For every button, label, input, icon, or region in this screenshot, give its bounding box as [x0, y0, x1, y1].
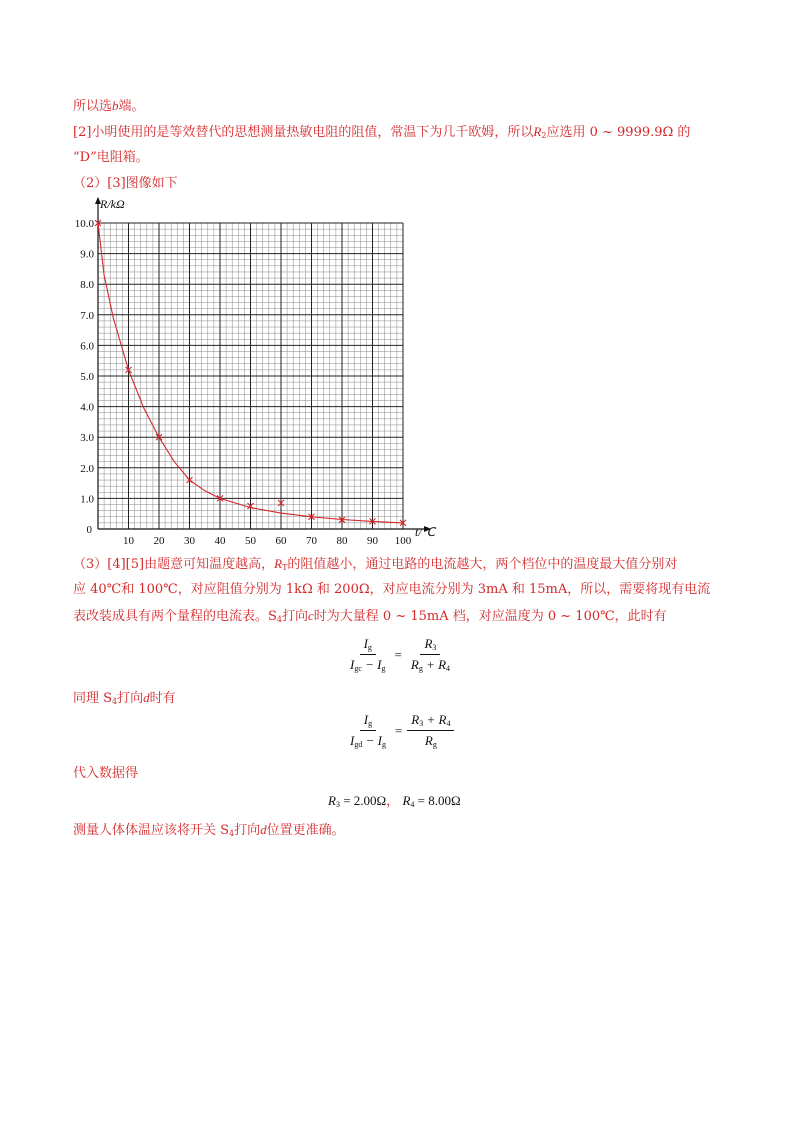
sub: 3 [335, 800, 340, 809]
variable-c: c [308, 608, 314, 623]
var: + R [426, 657, 447, 672]
text-line-same-d [73, 690, 176, 710]
sub: g [432, 740, 437, 749]
x-tick-label: 90 [367, 535, 378, 547]
y-tick-label: 8.0 [80, 279, 94, 292]
y-tick-label: 2.0 [80, 462, 94, 475]
y-axis-label: R/kΩ [100, 197, 125, 211]
x-tick-label: 60 [275, 535, 287, 547]
value-R4: = 8.00Ω [417, 793, 461, 808]
sub: g [367, 643, 372, 652]
value-R3: = 2.00Ω [343, 793, 387, 808]
y-tick-label: 5.0 [80, 371, 94, 383]
text-fragment: 打向 [282, 609, 309, 624]
variable-d: d [143, 690, 150, 705]
sub: 4 [446, 719, 451, 728]
text-fragment: 打向 [117, 691, 144, 706]
origin-label: 0 [86, 524, 92, 536]
subscript: T [282, 563, 288, 572]
x-axis-label: t/℃ [415, 525, 436, 539]
subscript: 4 [112, 697, 118, 706]
text-line-reason [73, 124, 690, 144]
y-tick-label: 1.0 [80, 493, 94, 506]
var: R [424, 636, 433, 651]
text-fragment: 的阻值越小，通过电路的电流越大，两个档位中的温度最大值分别对 [287, 557, 678, 572]
equation-large-range [346, 636, 454, 673]
text-fragment: 位置更准确。 [266, 823, 345, 838]
text-fragment: （2）[3]图像如下 [73, 176, 178, 191]
variable-R: R [533, 124, 542, 139]
sub: g [368, 719, 373, 728]
var: − I [365, 657, 382, 672]
y-tick-label: 7.0 [80, 309, 94, 322]
x-tick-label: 20 [153, 535, 165, 547]
fraction-resistance [407, 636, 454, 673]
fraction-current [346, 712, 390, 749]
x-tick-label: 100 [394, 535, 412, 547]
text-line-section-2 [73, 176, 178, 192]
separator: ， [386, 793, 400, 808]
text-fragment: [2]小明使用的是等效替代的思想测量热敏电阻的阻值，常温下为几千欧姆，所以 [73, 125, 534, 140]
equation-small-range [346, 712, 454, 749]
text-line-conclusion-b [73, 98, 145, 115]
text-fragment: 应选用 0 ~ 9999.9Ω 的 [546, 125, 691, 140]
sub: gd [354, 740, 363, 749]
variable-b: b [112, 98, 119, 113]
var: + R [426, 712, 447, 727]
sub: g [381, 740, 386, 749]
variable-d: d [260, 822, 267, 837]
y-tick-label: 3.0 [80, 432, 94, 445]
subscript: 4 [229, 829, 235, 838]
var: I [350, 733, 355, 748]
var: R [328, 793, 336, 808]
text-fragment: 时为大量程 0 ~ 15mA 档，对应温度为 0 ~ 100℃，此时有 [313, 609, 667, 624]
var: R [424, 733, 433, 748]
y-tick-label: 9.0 [80, 248, 94, 261]
var: R [402, 793, 411, 808]
x-tick-label: 50 [245, 535, 256, 547]
y-tick-label: 4.0 [80, 401, 94, 414]
variable-R: R [274, 556, 283, 571]
tick-labels [75, 218, 412, 547]
var: − I [365, 733, 382, 748]
sub: gc [354, 664, 362, 673]
grid-major [98, 223, 403, 529]
text-fragment: （3）[4][5]由题意可知温度越高， [73, 557, 275, 572]
text-fragment: 表改装成具有两个量程的电流表。S [73, 609, 277, 624]
equals-sign: = [394, 646, 402, 662]
resistance-temperature-chart [60, 192, 460, 552]
text-fragment: 同理 S [73, 691, 113, 706]
text-fragment: 代入数据得 [73, 766, 139, 781]
var: I [363, 636, 368, 651]
text-fragment: 打向 [234, 823, 261, 838]
x-tick-label: 10 [123, 535, 134, 547]
var: I [363, 712, 369, 727]
text-fragment: 应 40℃和 100℃，对应阻值分别为 1kΩ 和 200Ω，对应电流分别为 3mA 和 15mA，所以，需要将现有电流 [73, 582, 711, 597]
y-tick-label: 10.0 [74, 218, 94, 230]
subscript: 2 [541, 131, 547, 140]
text-fragment: 时有 [149, 691, 176, 706]
x-tick-label: 70 [306, 535, 317, 547]
sub: 4 [446, 664, 451, 673]
text-fragment: “D”电阻箱。 [73, 150, 149, 165]
text-line-part3-3 [73, 608, 667, 628]
text-line-resistor-box [73, 150, 149, 166]
fraction-resistance [407, 712, 454, 749]
subscript: 4 [276, 615, 282, 624]
text-fragment: 端。 [118, 99, 145, 114]
text-line-part3-1 [73, 556, 677, 576]
sub: 3 [419, 719, 424, 728]
x-tick-label: 80 [336, 535, 348, 547]
var: I [350, 657, 355, 672]
text-line-part3-2 [73, 582, 710, 598]
equals-sign: = [394, 722, 403, 738]
x-tick-label: 30 [184, 535, 195, 547]
y-tick-label: 6.0 [80, 340, 94, 353]
text-line-final [73, 822, 345, 842]
equation-results [328, 790, 461, 809]
var: R [410, 657, 419, 672]
sub: g [381, 664, 386, 673]
x-tick-label: 40 [214, 535, 226, 547]
sub: g [418, 664, 423, 673]
sub: 4 [410, 800, 415, 809]
text-fragment: 所以选 [73, 99, 113, 114]
var: R [411, 712, 420, 727]
text-line-substitute [73, 766, 138, 782]
sub: 3 [432, 643, 437, 652]
fraction-current [346, 636, 390, 673]
text-fragment: 测量人体体温应该将开关 S [73, 823, 230, 838]
